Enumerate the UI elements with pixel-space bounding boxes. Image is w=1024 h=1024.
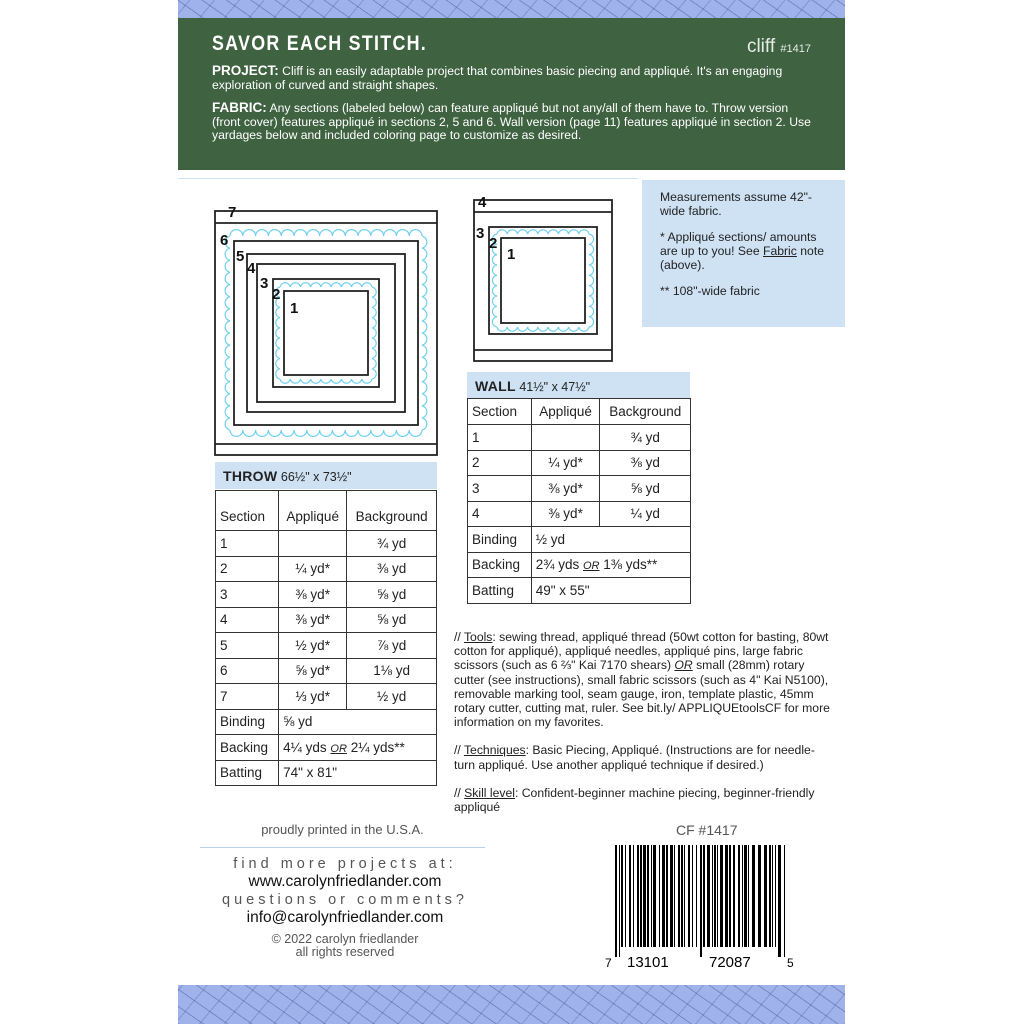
table-cell: ⅓ yd* — [279, 684, 347, 710]
printed-usa: proudly printed in the U.S.A. — [200, 822, 485, 848]
table-row — [468, 425, 691, 451]
prefix: // — [454, 630, 464, 644]
barcode-bar — [637, 845, 639, 947]
wall-section-3 — [489, 227, 597, 334]
table-cell: ½ yd — [347, 684, 437, 710]
column-header: Section — [216, 491, 279, 531]
table-cell: 3 — [468, 476, 532, 502]
barcode-bar — [647, 845, 649, 947]
table-cell: ¾ yd — [347, 531, 437, 557]
wall-section-label: 3 — [476, 225, 485, 242]
table-row — [216, 556, 437, 582]
barcode-bar — [772, 845, 773, 947]
column-header: Background — [600, 399, 691, 425]
barcode-bar — [621, 845, 623, 947]
table-cell: ⅜ yd* — [279, 582, 347, 608]
table-cell: ¼ yd — [600, 501, 691, 527]
table-cell: ⅝ yd — [347, 607, 437, 633]
table-row — [468, 450, 691, 476]
table-row — [216, 684, 437, 710]
backing-value — [531, 552, 690, 578]
barcode-bar — [769, 845, 771, 947]
binding-row — [216, 709, 437, 735]
table-cell: ⅞ yd — [347, 633, 437, 659]
tools-label: Tools — [463, 630, 493, 644]
barcode-bar — [725, 845, 728, 947]
barcode-bar — [692, 845, 693, 947]
barcode-bar — [738, 845, 740, 947]
table-header-row — [468, 399, 691, 425]
wall-title — [467, 372, 690, 399]
barcode-bar — [778, 845, 781, 957]
table-cell — [531, 425, 600, 451]
barcode-digits: 13101 — [627, 954, 669, 970]
email-link[interactable]: info@carolynfriedlander.com — [246, 909, 444, 926]
barcode-bar — [733, 845, 735, 947]
barcode-bar — [615, 845, 617, 957]
tools-paragraph — [454, 630, 834, 729]
find-more-label: find more projects at: — [233, 856, 457, 872]
barcode-bar — [752, 845, 755, 947]
table-cell: 1 — [468, 425, 532, 451]
backing-row — [216, 735, 437, 761]
barcode-bar — [720, 845, 723, 947]
table-cell: 7 — [216, 684, 279, 710]
wall-section-label: 1 — [507, 246, 516, 263]
techniques-paragraph — [454, 743, 834, 771]
table-cell — [279, 531, 347, 557]
backing-row — [468, 552, 691, 578]
table-row — [216, 531, 437, 557]
skill-paragraph — [454, 786, 834, 814]
throw-section-label: 3 — [260, 275, 269, 292]
applique-scallop — [492, 230, 593, 331]
wall-name: WALL — [475, 378, 516, 394]
table-cell: ⅝ yd — [347, 582, 437, 608]
throw-section-label: 6 — [220, 232, 229, 249]
skill-label: Skill level — [464, 785, 515, 800]
barcode-bar — [629, 845, 631, 947]
barcode-bar — [670, 845, 673, 947]
questions-label: questions or comments? — [222, 892, 468, 908]
table-header-row — [216, 491, 437, 531]
table-cell: 1⅛ yd — [347, 658, 437, 684]
batting-row — [468, 578, 691, 604]
fabric-note-link: Fabric — [763, 244, 797, 258]
binding-row — [468, 527, 691, 553]
batting-row — [216, 760, 437, 786]
tools-text: : sewing thread, appliqué thread (50wt cotton for basting, 80wt cotton for appliqué), appliqué needles, appliqué pins, large fabric scissors (such as 6 ⅔" Kai 7170 shears) — [454, 630, 829, 673]
throw-section-label: 7 — [228, 204, 237, 221]
barcode-bar — [688, 845, 690, 947]
table-cell: ⅜ yd — [347, 556, 437, 582]
throw-name: THROW — [223, 468, 278, 484]
wall-section-label: 4 — [478, 194, 487, 211]
throw-size: 66½" x 73½" — [280, 470, 352, 484]
table-cell: ⅜ yd* — [279, 607, 347, 633]
wall-size: 41½" x 47½" — [519, 380, 591, 394]
throw-section-label: 5 — [236, 248, 245, 265]
barcode-bar — [758, 845, 761, 947]
binding-value: ½ yd — [531, 527, 690, 553]
table-cell: ⅜ yd — [600, 450, 691, 476]
barcode-bar — [712, 845, 713, 947]
table-cell: 2 — [468, 450, 532, 476]
barcode-bar — [681, 845, 683, 947]
throw-section-label: 4 — [247, 260, 256, 277]
note-fabric-width: Measurements assume 42"-wide fabric. — [660, 190, 812, 218]
column-header: Appliqué — [279, 491, 347, 531]
table-row — [216, 633, 437, 659]
barcode-bar — [764, 845, 767, 947]
barcode — [605, 845, 800, 970]
barcode-bar — [625, 845, 626, 947]
tools-text: small (28mm) rotary cutter (see instructions), small fabric scissors (such as 4" Kai N5100), removable marking tool, seam gauge, iron, template plastic, 45mm rotary cutter, cutting mat, ruler. See bit.ly/ APPLIQUEtoolsCF for more information on my favorites. — [454, 658, 830, 730]
note-text: note (above). — [660, 244, 824, 272]
throw-section-6 — [234, 241, 418, 425]
barcode-bar — [633, 845, 634, 947]
batting-label: Batting — [468, 578, 532, 604]
barcode-bar — [666, 845, 668, 947]
barcode-bar — [717, 845, 718, 947]
barcode-bar — [640, 845, 642, 947]
prefix: // — [454, 785, 465, 800]
product-code: CF #1417 — [676, 822, 738, 838]
table-cell: ¼ yd* — [531, 450, 600, 476]
barcode-bar — [678, 845, 680, 947]
column-header: Section — [468, 399, 532, 425]
barcode-bar — [707, 845, 710, 947]
backing-wide: 1⅜ yds** — [603, 557, 658, 573]
table-cell: 6 — [216, 658, 279, 684]
barcode-bar — [684, 845, 685, 947]
backing-label: Backing — [216, 735, 279, 761]
skill-text: : Confident-beginner machine piecing, beginner-friendly appliqué — [454, 785, 815, 815]
throw-section-label: 2 — [272, 286, 281, 303]
wall-outer-border — [474, 200, 612, 361]
binding-label: Binding — [216, 709, 279, 735]
backing-standard: 4¼ yds — [283, 739, 327, 755]
table-cell: 5 — [216, 633, 279, 659]
table-cell: ⅝ yd* — [279, 658, 347, 684]
website-link[interactable]: www.carolynfriedlander.com — [248, 873, 442, 890]
backing-standard: 2¾ yds — [535, 557, 580, 573]
table-cell: ⅝ yd — [600, 476, 691, 502]
backing-label: Backing — [468, 552, 532, 578]
binding-value: ⅝ yd — [279, 709, 437, 735]
or-text: OR — [674, 658, 693, 673]
barcode-bar — [619, 845, 620, 957]
applique-scallop — [225, 230, 427, 437]
techniques-label: Techniques — [463, 743, 526, 758]
batting-value: 49" x 55" — [531, 578, 690, 604]
table-cell: 3 — [216, 582, 279, 608]
barcode-digits: 7 — [605, 956, 612, 970]
tools-section — [454, 630, 834, 828]
table-cell: ½ yd* — [279, 633, 347, 659]
barcode-bar — [653, 845, 656, 947]
barcode-bar — [643, 845, 646, 947]
barcode-digits: 72087 — [709, 954, 751, 970]
pattern-number: #1417 — [780, 43, 811, 55]
wall-section-label: 2 — [489, 235, 498, 252]
measurement-notes — [642, 180, 845, 327]
techniques-text: : Basic Piecing, Appliqué. (Instructions are for needle-turn appliqué. Use another appliqué technique if desired.) — [454, 743, 815, 772]
backing-wide: 2¼ yds** — [350, 739, 405, 755]
table-row — [216, 607, 437, 633]
pattern-name-text: cliff — [746, 36, 776, 57]
table-cell: ¼ yd* — [279, 556, 347, 582]
wall-yardage-table — [467, 398, 691, 604]
applique-scallop — [276, 283, 376, 383]
note-text: * Appliqué sections/ amounts are up to you! See — [660, 230, 817, 258]
barcode-bar — [696, 845, 697, 947]
table-row — [468, 501, 691, 527]
throw-section-label: 1 — [290, 300, 299, 317]
project-text: Cliff is an easily adaptable project that combines basic piecing and appliqué. It's an engaging exploration of curved and straight shapes. — [212, 64, 783, 92]
table-cell: 4 — [468, 501, 532, 527]
throw-section-5 — [247, 254, 405, 412]
footer-info — [210, 822, 480, 959]
bottom-fabric-band — [178, 985, 845, 1024]
throw-section-3 — [273, 279, 379, 387]
rights: all rights reserved — [295, 945, 395, 959]
or-text: OR — [330, 742, 347, 755]
table-row — [468, 476, 691, 502]
barcode-bar — [729, 845, 731, 947]
table-cell: ⅜ yd* — [531, 476, 600, 502]
note-applique — [660, 230, 827, 272]
project-label: PROJECT: — [212, 63, 279, 78]
backing-value — [279, 735, 437, 761]
fabric-text: Any sections (labeled below) can feature appliqué but not any/all of them have to. Throw version (front cover) features appliqué in sections 2, 5 and 6. Wall version (page 11) features appliqué in section 2. Use yardages below and included coloring page to customize as desired. — [212, 101, 811, 142]
barcode-digits: 5 — [787, 956, 794, 970]
table-cell: 4 — [216, 607, 279, 633]
barcode-bar — [674, 845, 675, 947]
barcode-bar — [662, 845, 665, 947]
fabric-label: FABRIC: — [212, 100, 267, 115]
page-title: SAVOR EACH STITCH. — [212, 32, 428, 55]
throw-title — [215, 462, 437, 489]
throw-yardage-table — [215, 490, 437, 786]
barcode-bar — [784, 845, 785, 957]
barcode-bar — [775, 845, 776, 947]
barcode-bar — [714, 845, 716, 947]
batting-label: Batting — [216, 760, 279, 786]
binding-label: Binding — [468, 527, 532, 553]
table-row — [216, 658, 437, 684]
copyright: © 2022 carolyn friedlander — [271, 932, 419, 946]
table-row — [216, 582, 437, 608]
throw-section-4 — [257, 264, 395, 402]
column-header: Appliqué — [531, 399, 600, 425]
table-cell: ⅜ yd* — [531, 501, 600, 527]
prefix: // — [454, 743, 464, 758]
note-wide-fabric: ** 108"-wide fabric — [660, 284, 760, 298]
barcode-bar — [651, 845, 652, 947]
or-text: OR — [583, 560, 600, 573]
column-header: Background — [347, 491, 437, 531]
barcode-bar — [748, 845, 749, 947]
table-cell: 2 — [216, 556, 279, 582]
barcode-bar — [742, 845, 743, 947]
table-cell: ¾ yd — [600, 425, 691, 451]
batting-value: 74" x 81" — [279, 760, 437, 786]
barcode-bar — [744, 845, 747, 947]
barcode-bar — [703, 845, 705, 947]
throw-outer-border — [215, 211, 437, 455]
table-cell: 1 — [216, 531, 279, 557]
barcode-bar — [659, 845, 660, 947]
barcode-bar — [700, 845, 702, 957]
